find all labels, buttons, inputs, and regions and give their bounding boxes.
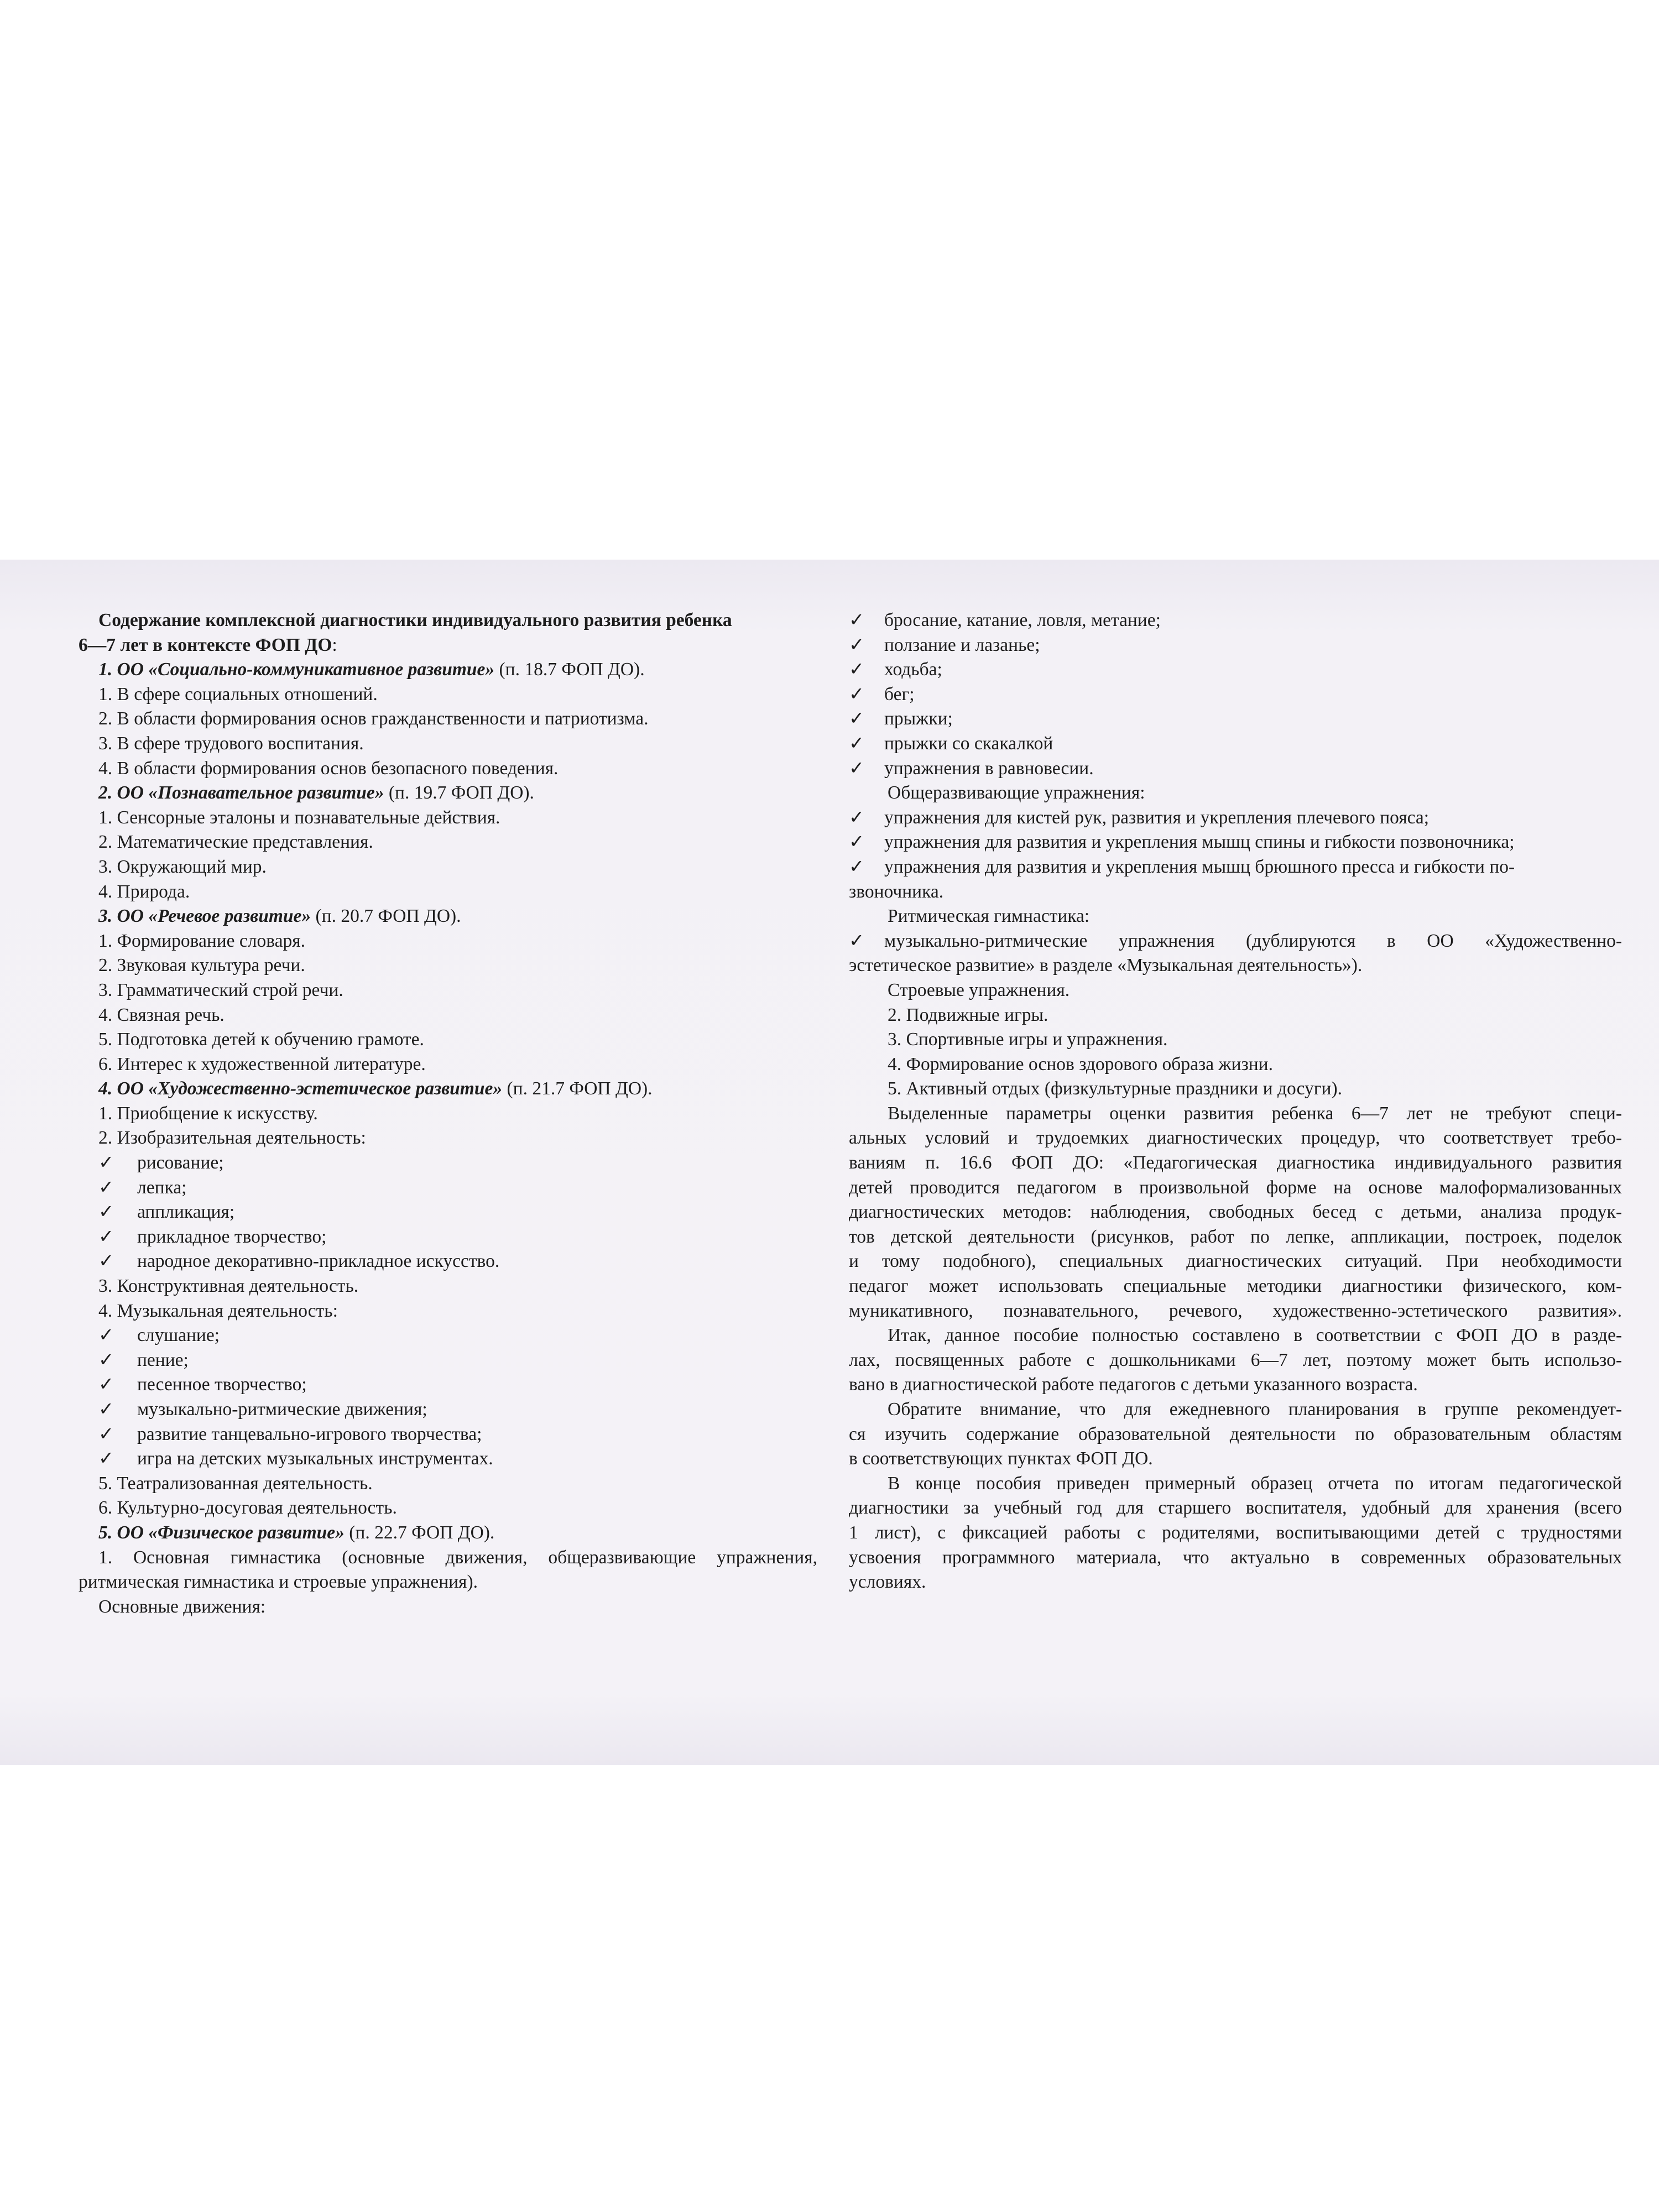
check-item: ✓ музыкально-ритмические упражнения (дублируются в ОО «Художественно-: [849, 929, 1622, 954]
checkmark-icon: ✓: [98, 1177, 114, 1198]
checkmark-icon: ✓: [849, 659, 865, 680]
list-item: 5. Активный отдых (физкультурные праздники и досуги).: [888, 1078, 1342, 1099]
paragraph-line: и тому подобного), специальных диагностических ситуаций. При необходимости: [849, 1251, 1622, 1272]
check-item: ✓ прикладное творчество;: [98, 1225, 817, 1250]
check-item: ✓ пение;: [98, 1348, 817, 1373]
paragraph-line: усвоения программного материала, что актуально в современных образовательных: [849, 1547, 1622, 1568]
list-item: 2. Математические представления.: [98, 832, 373, 853]
section-ref: (п. 20.7 ФОП ДО).: [311, 906, 461, 927]
paragraph-line: Обратите внимание, что для ежедневного планирования в группе рекомендует-: [888, 1399, 1622, 1420]
list-item: 5. Театрализованная деятельность.: [98, 1473, 373, 1494]
checkmark-icon: ✓: [98, 1152, 114, 1173]
document-title-line-2: 6—7 лет в контексте ФОП ДО:: [79, 634, 337, 655]
list-item: 1. Приобщение к искусству.: [98, 1103, 318, 1124]
section-ref: (п. 19.7 ФОП ДО).: [384, 782, 534, 804]
paragraph-line: альных условий и трудоемких диагностических процедур, что соответствует требо-: [849, 1128, 1622, 1149]
checkmark-icon: ✓: [98, 1374, 114, 1395]
section-ref: (п. 18.7 ФОП ДО).: [494, 659, 645, 680]
check-item: ✓ упражнения для кистей рук, развития и укрепления плечевого пояса;: [849, 806, 1622, 831]
checkmark-icon: ✓: [98, 1202, 114, 1223]
list-item: 2. Изобразительная деятельность:: [98, 1128, 366, 1149]
paragraph-line: лах, посвященных работе с дошкольниками 6—7 лет, поэтому может быть использо-: [849, 1349, 1622, 1370]
check-item: ✓ упражнения для развития и укрепления мышц брюшного пресса и гибкости по-: [849, 855, 1622, 880]
checkmark-icon: ✓: [98, 1325, 114, 1346]
paragraph-line: ся изучить содержание образовательной деятельности по образовательным областям: [849, 1423, 1622, 1444]
list-item: 2. Подвижные игры.: [888, 1004, 1048, 1025]
paragraph-line: муникативного, познавательного, речевого, художественно-эстетического развития».: [849, 1300, 1622, 1321]
check-item: ✓ ползание и лазанье;: [849, 633, 1622, 658]
check-item: ✓ игра на детских музыкальных инструментах.: [98, 1447, 817, 1472]
check-item: ✓ аппликация;: [98, 1200, 817, 1225]
checkmark-icon: ✓: [849, 733, 865, 754]
section-social: [98, 658, 817, 682]
check-item: ✓ ходьба;: [849, 658, 1622, 682]
paragraph-line: в соответствующих пунктах ФОП ДО.: [849, 1448, 1153, 1469]
paragraph-line: Итак, данное пособие полностью составлено в соответствии с ФОП ДО в разде-: [888, 1325, 1622, 1346]
paragraph-line: 1 лист), с фиксацией работы с родителями, воспитывающими детей с трудностями: [849, 1522, 1622, 1543]
list-item: 1. Формирование словаря.: [98, 930, 306, 951]
list-item: 4. В области формирования основ безопасного поведения.: [98, 758, 559, 779]
check-item-continued: эстетическое развитие» в разделе «Музыкальная деятельность»).: [849, 955, 1363, 976]
paragraph-line: 1. Основная гимнастика (основные движения, общеразвивающие упражнения,: [98, 1547, 817, 1568]
checkmark-icon: ✓: [98, 1423, 114, 1444]
checkmark-icon: ✓: [849, 807, 865, 828]
list-item: 3. Окружающий мир.: [98, 856, 267, 877]
section-title: 3. ОО «Речевое развитие»: [98, 906, 311, 927]
right-column: [849, 608, 1622, 1595]
check-item: ✓ упражнения для развития и укрепления мышц спины и гибкости позвоночника;: [849, 830, 1622, 855]
section-speech: [98, 904, 817, 929]
checkmark-icon: ✓: [849, 832, 865, 853]
check-item-continued: звоночника.: [849, 881, 944, 902]
list-item: 2. Звуковая культура речи.: [98, 955, 305, 976]
check-item: ✓ песенное творчество;: [98, 1373, 817, 1397]
checkmark-icon: ✓: [98, 1399, 114, 1420]
checkmark-icon: ✓: [98, 1251, 114, 1272]
check-item: ✓ бросание, катание, ловля, метание;: [849, 608, 1622, 633]
checkmark-icon: ✓: [849, 684, 865, 705]
subheading: Общеразвивающие упражнения:: [888, 782, 1145, 804]
paragraph-line: Выделенные параметры оценки развития ребенка 6—7 лет не требуют специ-: [888, 1103, 1622, 1124]
list-item: 5. Подготовка детей к обучению грамоте.: [98, 1029, 424, 1050]
check-item: ✓ бег;: [849, 682, 1622, 707]
paragraph-line: диагностических методов: наблюдения, свободных бесед с детьми, анализа продук-: [849, 1202, 1622, 1223]
subheading: Ритмическая гимнастика:: [888, 906, 1090, 927]
list-item: 4. Природа.: [98, 881, 190, 902]
list-item: 4. Связная речь.: [98, 1004, 225, 1025]
list-item: 6. Культурно-досуговая деятельность.: [98, 1498, 397, 1519]
list-item: 4. Формирование основ здорового образа жизни.: [888, 1053, 1273, 1074]
list-item: 3. Грамматический строй речи.: [98, 979, 343, 1000]
section-title: 2. ОО «Познавательное развитие»: [98, 782, 384, 804]
section-title: 1. ОО «Социально-коммуникативное развитие»: [98, 659, 495, 680]
paragraph-line: вано в диагностической работе педагогов с детьми указанного возраста.: [849, 1374, 1418, 1395]
checkmark-icon: ✓: [849, 708, 865, 729]
section-title: 4. ОО «Художественно-эстетическое развитие»: [98, 1078, 503, 1099]
checkmark-icon: ✓: [849, 610, 865, 630]
paragraph-line: В конце пособия приведен примерный образец отчета по итогам педагогической: [888, 1473, 1622, 1494]
paragraph-line: условиях.: [849, 1572, 926, 1593]
section-title: 5. ОО «Физическое развитие»: [98, 1522, 345, 1543]
checkmark-icon: ✓: [849, 758, 865, 779]
check-item: ✓ упражнения в равновесии.: [849, 757, 1622, 781]
check-item: ✓ музыкально-ритмические движения;: [98, 1397, 817, 1422]
paragraph-line: тов детской деятельности (рисунков, работ по лепке, аппликации, построек, поделок: [849, 1226, 1622, 1247]
check-item: ✓ прыжки;: [849, 707, 1622, 732]
section-ref: (п. 22.7 ФОП ДО).: [344, 1522, 495, 1543]
list-item: 4. Музыкальная деятельность:: [98, 1300, 338, 1321]
list-item: 1. Сенсорные эталоны и познавательные действия.: [98, 807, 500, 828]
list-item: 3. Конструктивная деятельность.: [98, 1276, 359, 1297]
checkmark-icon: ✓: [98, 1226, 114, 1247]
check-item: ✓ слушание;: [98, 1323, 817, 1348]
list-item: 2. В области формирования основ гражданственности и патриотизма.: [98, 708, 649, 729]
subheading: Основные движения:: [98, 1596, 266, 1617]
checkmark-icon: ✓: [849, 634, 865, 655]
check-item: ✓ рисование;: [98, 1151, 817, 1176]
paragraph-line: ваниям п. 16.6 ФОП ДО: «Педагогическая диагностика индивидуального развития: [849, 1152, 1622, 1173]
paragraph-line: педагог может использовать специальные методики диагностики физического, ком-: [849, 1276, 1622, 1297]
left-column: [79, 608, 817, 1619]
checkmark-icon: ✓: [98, 1448, 114, 1469]
section-art: [98, 1077, 817, 1102]
document-title-line-1: Содержание комплексной диагностики индивидуального развития ребенка: [98, 610, 732, 630]
paragraph-line: детей проводится педагогом в произвольной форме на основе малоформализованных: [849, 1177, 1622, 1198]
check-item: ✓ лепка;: [98, 1176, 817, 1201]
paragraph-line: ритмическая гимнастика и строевые упражнения).: [79, 1572, 478, 1593]
checkmark-icon: ✓: [849, 930, 865, 951]
list-item: 6. Интерес к художественной литературе.: [98, 1053, 426, 1074]
paragraph-line: диагностики за учебный год для старшего воспитателя, удобный для хранения (всего: [849, 1498, 1622, 1519]
checkmark-icon: ✓: [849, 856, 865, 877]
section-physical: [98, 1521, 817, 1546]
section-cognitive: [98, 781, 817, 806]
checkmark-icon: ✓: [98, 1349, 114, 1370]
list-item: Строевые упражнения.: [888, 979, 1070, 1000]
check-item: ✓ прыжки со скакалкой: [849, 732, 1622, 757]
list-item: 3. Спортивные игры и упражнения.: [888, 1029, 1168, 1050]
check-item: ✓ развитие танцевально-игрового творчества;: [98, 1422, 817, 1447]
section-ref: (п. 21.7 ФОП ДО).: [502, 1078, 653, 1099]
check-item: ✓ народное декоративно-прикладное искусство.: [98, 1249, 817, 1274]
list-item: 3. В сфере трудового воспитания.: [98, 733, 364, 754]
list-item: 1. В сфере социальных отношений.: [98, 684, 378, 705]
